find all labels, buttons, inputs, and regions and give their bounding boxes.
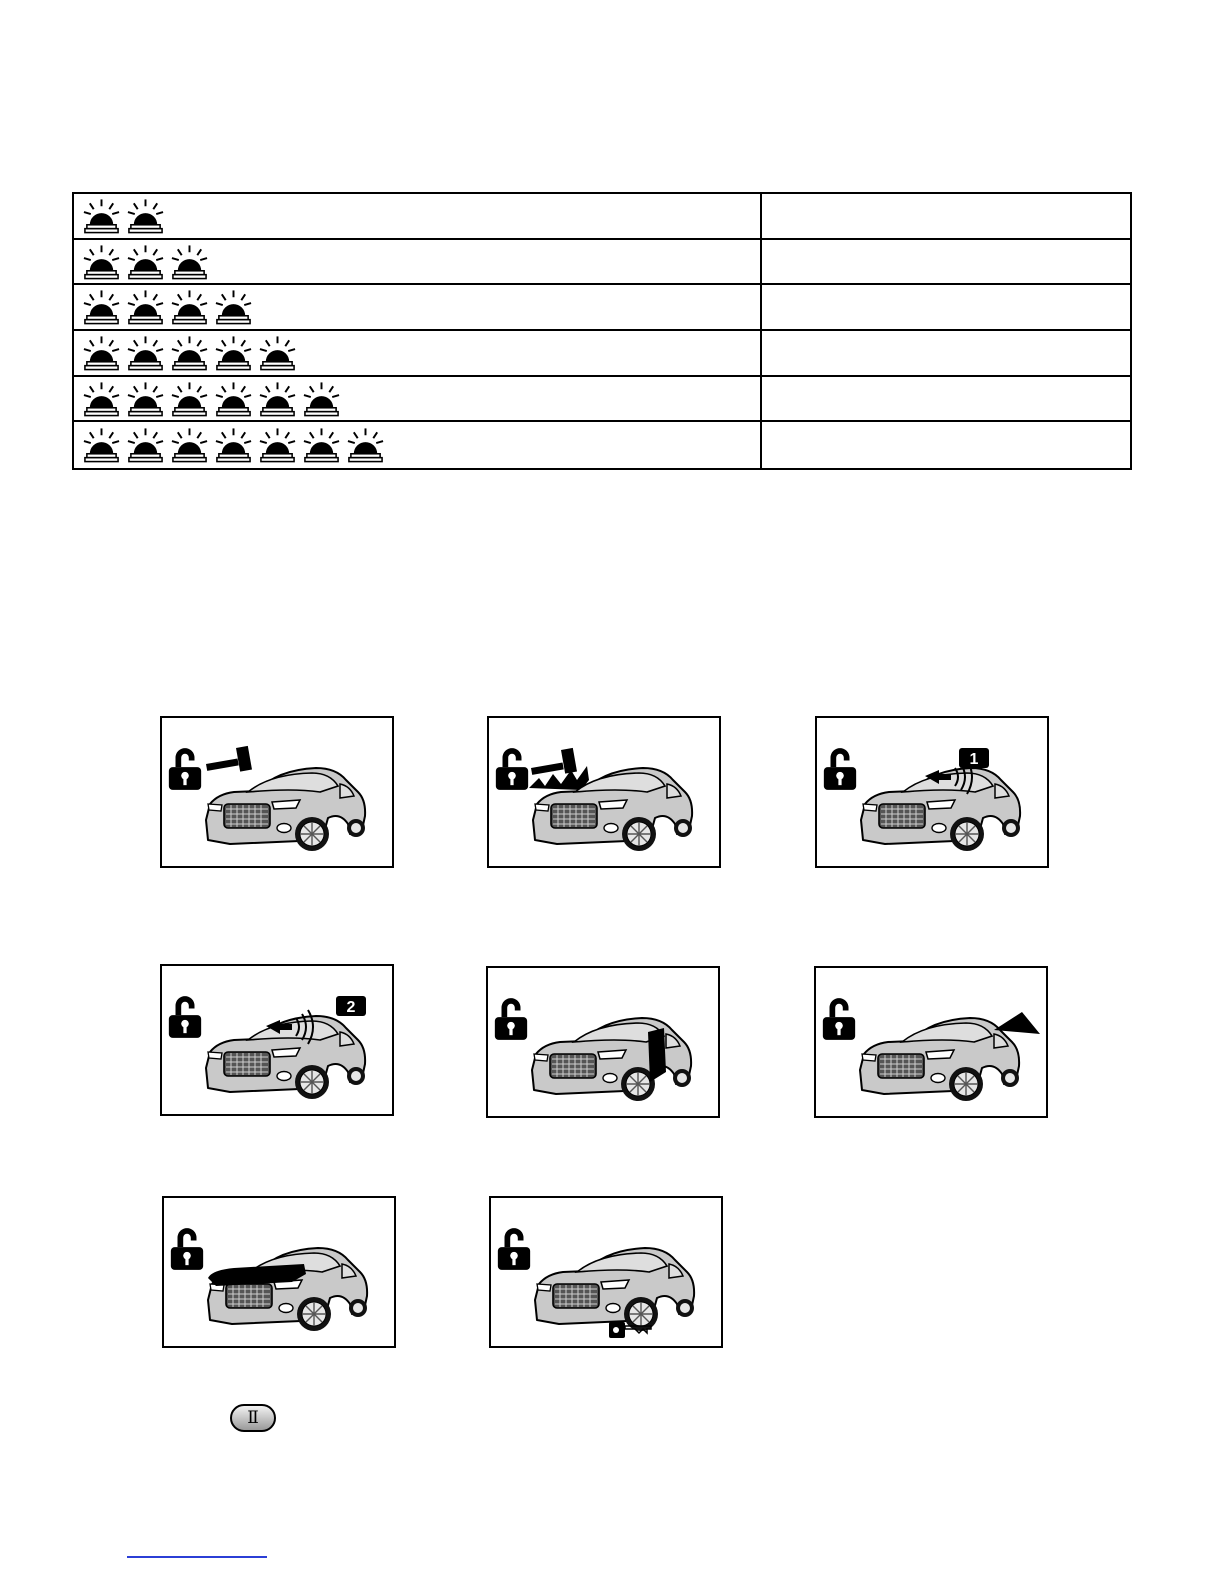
- flash-description-cell: [762, 194, 1130, 238]
- flash-icons-cell: [74, 331, 762, 375]
- siren-icon: [214, 288, 253, 326]
- flash-icons-cell: [74, 377, 762, 421]
- car-icon: [535, 1248, 694, 1331]
- flash-icons-cell: [74, 285, 762, 329]
- flash-row: [74, 422, 1130, 468]
- flash-icons-cell: [74, 422, 762, 468]
- unlock-icon: [495, 998, 527, 1040]
- flash-icons-cell: [74, 194, 762, 238]
- panel-sensor-zone-1: [815, 716, 1049, 868]
- panel-sensor-zone-2: [160, 964, 394, 1116]
- flash-row: [74, 377, 1130, 423]
- flash-row: [74, 194, 1130, 240]
- panel-shock-alarm: [487, 716, 721, 868]
- siren-icon: [126, 243, 165, 281]
- flash-description-cell: [762, 240, 1130, 284]
- siren-icon: [126, 334, 165, 372]
- siren-icon: [214, 426, 253, 464]
- siren-icon: [214, 380, 253, 418]
- siren-icon: [258, 426, 297, 464]
- flash-row: [74, 240, 1130, 286]
- svg-text:1: 1: [969, 751, 979, 768]
- flash-row: [74, 331, 1130, 377]
- hammer-icon: [206, 746, 252, 772]
- flash-description-cell: [762, 331, 1130, 375]
- unlock-icon: [823, 998, 855, 1040]
- siren-icon: [170, 380, 209, 418]
- unlock-icon: [498, 1228, 530, 1270]
- siren-icon: [170, 243, 209, 281]
- panel-shock-warning: [160, 716, 394, 868]
- siren-icon: [82, 380, 121, 418]
- panel-hood-open: [162, 1196, 396, 1348]
- siren-icon: [258, 334, 297, 372]
- siren-icon: [126, 288, 165, 326]
- zone-badge: [336, 996, 366, 1016]
- car-icon: [860, 1018, 1019, 1101]
- siren-icon: [258, 380, 297, 418]
- siren-icon: [82, 426, 121, 464]
- unlock-icon: [169, 748, 201, 790]
- siren-icon: [126, 197, 165, 235]
- svg-text:2: 2: [346, 999, 356, 1016]
- roman-numeral-label: Ⅱ: [247, 1407, 259, 1428]
- flash-description-cell: [762, 377, 1130, 421]
- flash-count-table: [72, 192, 1132, 470]
- car-icon: [532, 1018, 691, 1101]
- hammer-impact-icon: [529, 748, 589, 790]
- unlock-icon: [824, 748, 856, 790]
- siren-icon: [82, 334, 121, 372]
- siren-icon: [170, 426, 209, 464]
- siren-icon: [82, 197, 121, 235]
- unlock-icon: [496, 748, 528, 790]
- car-icon: [208, 1248, 367, 1331]
- roman-numeral-badge: [230, 1404, 276, 1432]
- siren-icon: [126, 426, 165, 464]
- open-door-icon: [648, 1028, 666, 1082]
- siren-icon: [126, 380, 165, 418]
- car-icon: [861, 768, 1020, 851]
- siren-icon: [214, 334, 253, 372]
- unlock-icon: [169, 996, 201, 1038]
- siren-icon: [170, 334, 209, 372]
- siren-icon: [346, 426, 385, 464]
- panel-door-open: [486, 966, 720, 1118]
- panel-ignition-on: [489, 1196, 723, 1348]
- siren-icon: [170, 288, 209, 326]
- flash-row: [74, 285, 1130, 331]
- unlock-icon: [171, 1228, 203, 1270]
- car-icon: [206, 768, 365, 851]
- siren-icon: [82, 288, 121, 326]
- panel-trunk-open: [814, 966, 1048, 1118]
- zone-badge: [959, 748, 989, 768]
- siren-icon: [302, 380, 341, 418]
- flash-description-cell: [762, 422, 1130, 468]
- footer-link-underline[interactable]: [127, 1556, 267, 1558]
- siren-icon: [302, 426, 341, 464]
- flash-description-cell: [762, 285, 1130, 329]
- flash-icons-cell: [74, 240, 762, 284]
- siren-icon: [82, 243, 121, 281]
